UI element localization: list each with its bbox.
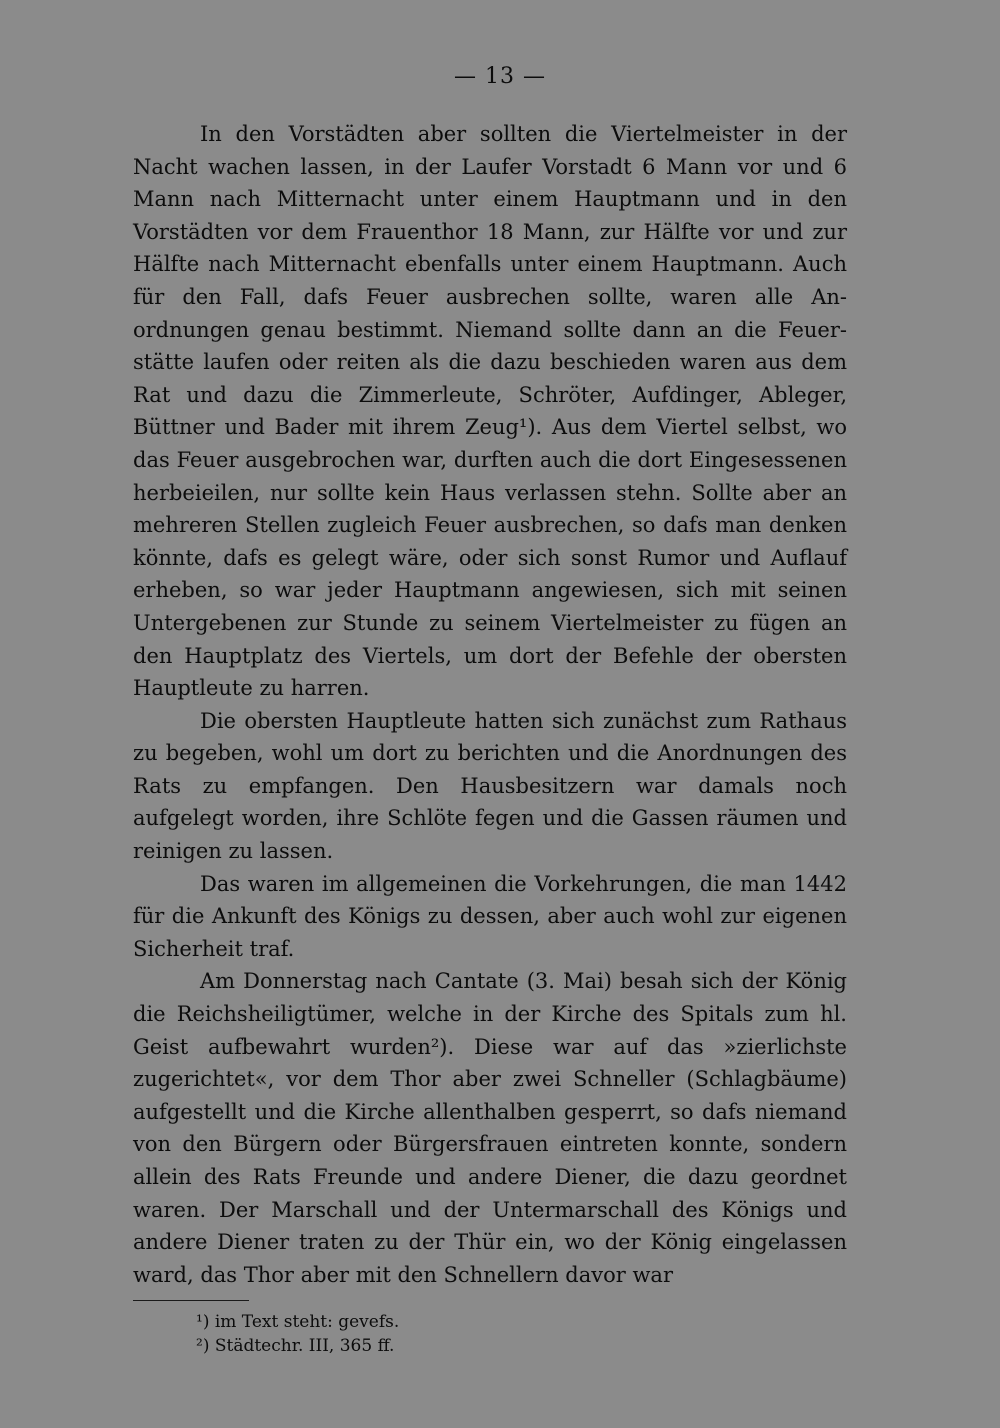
paragraph: Das waren im allgemeinen die Vorkehrungen, die man 1442 für die Ankunft des Königs zu dessen, aber auch wohl zur eigenen Sicherheit traf.: [133, 871, 847, 961]
footnotes: [196, 1310, 399, 1358]
page-number: — 13 —: [454, 64, 546, 89]
paragraph: In den Vorstädten aber sollten die Viertelmeister in der Nacht wachen lassen, in der Laufer Vorstadt 6 Mann vor und 6 Mann nach Mitternacht unter einem Hauptmann und in den Vorstädten vor dem Frauenthor 18 Mann, zur Hälfte vor und zur Hälfte nach Mitternacht ebenfalls unter einem Hauptmann. Auch für den Fall, dafs Feuer ausbrechen sollte, waren alle Anordnungen genau bestimmt. Niemand sollte dann an die Feuerstätte laufen oder reiten als die dazu beschieden waren aus dem Rat und dazu die Zimmerleute, Schröter, Aufdinger, Ableger, Büttner und Bader mit ihrem Zeug¹). Aus dem Viertel selbst, wo das Feuer ausgebrochen war, durften auch die dort Eingesessenen herbeieilen, nur sollte kein Haus verlassen stehn. Sollte aber an mehreren Stellen zugleich Feuer ausbrechen, so dafs man denken könnte, dafs es gelegt wäre, oder sich sonst Rumor und Auflauf erheben, so war jeder Hauptmann angewiesen, sich mit seinen Untergebenen zur Stunde zu seinem Viertelmeister zu fügen an den Hauptplatz des Viertels, um dort der Befehle der obersten Hauptleute zu harren.: [133, 122, 847, 701]
paragraph: Am Donnerstag nach Cantate (3. Mai) besah sich der König die Reichsheiligtümer, welche in der Kirche des Spitals zum hl. Geist aufbewahrt wurden²). Diese war auf das »zierlichste zugerichtet«, vor dem Thor aber zwei Schneller (Schlagbäume) aufgestellt und die Kirche allenthalben gesperrt, so dafs niemand von den Bürgern oder Bürgersfrauen eintreten konnte, sondern allein des Rats Freunde und andere Diener, die dazu geordnet waren. Der Marschall und der Untermarschall des Königs und andere Diener traten zu der Thür ein, wo der König eingelassen ward, das Thor aber mit den Schnellern davor war: [133, 969, 847, 1287]
footnote-1: ¹) im Text steht: gevefs.: [196, 1312, 400, 1332]
paragraph: Die obersten Hauptleute hatten sich zunächst zum Rathaus zu begeben, wohl um dort zu berichten und die Anordnungen des Rats zu empfangen. Den Hausbesitzern war damals noch aufgelegt worden, ihre Schlöte fegen und die Gassen räumen und reinigen zu lassen.: [133, 708, 847, 864]
footnote-divider: [133, 1300, 249, 1301]
body-text: [133, 118, 847, 1291]
footnote-2: ²) Städtechr. III, 365 ff.: [196, 1336, 395, 1356]
